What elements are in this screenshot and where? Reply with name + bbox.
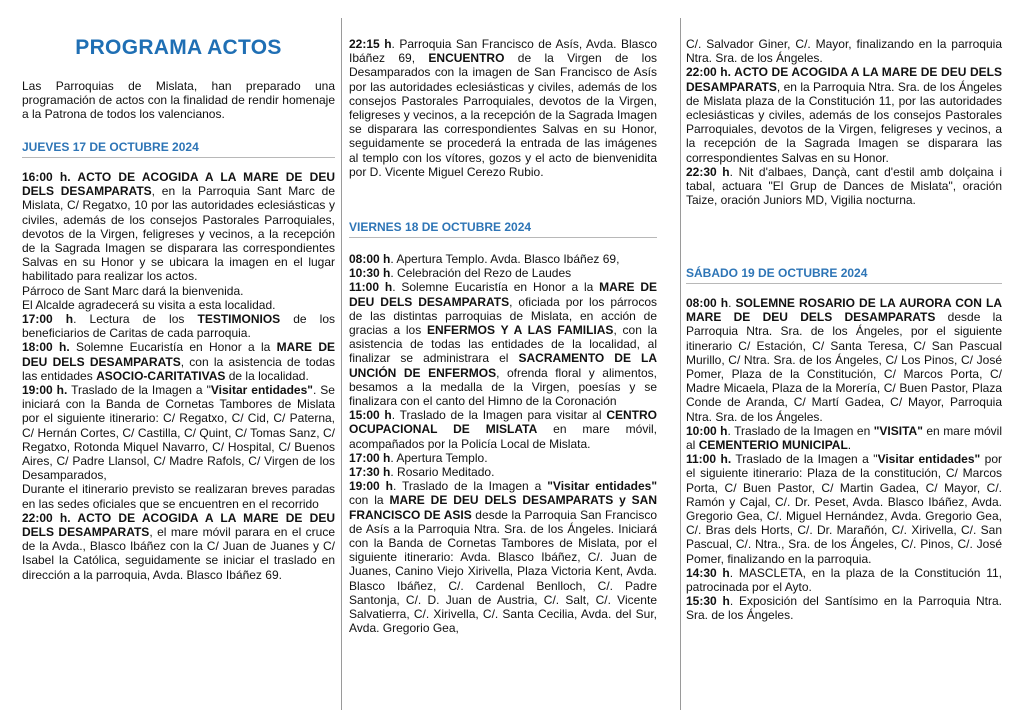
- text: , con la asistencia de todas las entidades: [22, 354, 335, 383]
- event-paragraph: [22, 284, 335, 298]
- event-paragraph: [22, 511, 335, 582]
- day-heading-jueves: JUEVES 17 DE OCTUBRE 2024: [22, 140, 335, 158]
- day-heading-sabado: SÁBADO 19 DE OCTUBRE 2024: [686, 266, 1002, 284]
- bold-text: ENCUENTRO: [428, 51, 505, 66]
- bold-text: ENFERMOS Y A LAS FAMILIAS: [427, 323, 614, 338]
- event-paragraph: [349, 266, 657, 280]
- bold-text: ASOCIO-CARITATIVAS: [96, 368, 226, 383]
- event-paragraph: [349, 408, 657, 451]
- bold-text: SOLEMNE ROSARIO DE LA AURORA CON LA MARE DE DEU DELS DESAMPARATS: [686, 296, 1002, 325]
- day-heading-viernes: VIERNES 18 DE OCTUBRE 2024: [349, 220, 657, 238]
- intro-text: Las Parroquias de Mislata, han preparado una programación de actos con la finalidad de rendir homenaje a la Patrona de todos los valencianos.: [22, 79, 335, 122]
- bold-text: 17:00 h: [349, 450, 391, 465]
- event-paragraph: [686, 65, 1002, 164]
- text: , oficiada por los párrocos de las distintas parroquias de Mislata, en acción de gracias a los: [349, 294, 658, 338]
- event-paragraph: [22, 312, 335, 340]
- text: , en la Parroquia Sant Marc de Mislata, C/ Regatxo, 10 por las autoridades eclesiásticas y civiles, además de los consejos Pastorales Parroquiales, devotos de la Virgen, feligreses y vecinos, a la recepción de la Sagrada Imagen se disparara las correspondientes Salvas en su Honor y se ubicara la imagen en el lugar habilitado para realizar los actos.: [22, 184, 335, 284]
- column-divider-right: [680, 18, 681, 710]
- events-sabado: [686, 296, 1002, 623]
- bold-text: 10:00 h: [686, 423, 728, 438]
- text: desde la Parroquia San Francisco de Asís a la Parroquia Ntra. Sra. de los Ángeles. Iniciará con la Banda de Cornetas Tambores de Mislata, por el siguiente itinerario: Avda. Blasco Ibáñez, C/. Juan de Juanes, Canino Viejo Xirivella, Plaza Victoria Kent, Avda. Blasco Ibáñez, C/. Cardenal Benlloch, C/. Padre Santonja, C/. D. Juan de Austria, C/. Salt, C/. Vicente Salvatierra, C/. Xirivella, C/. Santa Cecilia, Avda. del Sur, Avda. Gregorio Gea,: [349, 507, 658, 636]
- text: .: [728, 296, 736, 310]
- text: El Alcalde agradecerá su visita a esta localidad.: [22, 297, 276, 312]
- event-paragraph: [22, 298, 335, 312]
- bold-text: MARE DE DEU DELS DESAMPARATS: [22, 340, 335, 369]
- bold-text: SACRAMENTO DE LA UNCIÓN DE ENFERMOS: [349, 351, 657, 380]
- bold-text: 22:00 h. ACTO DE ACOGIDA A LA MARE DE DEU DELS DESAMPARATS: [686, 65, 1002, 94]
- event-paragraph: [349, 252, 657, 266]
- text: con la: [349, 493, 390, 508]
- bold-text: 14:30 h: [686, 565, 730, 580]
- text: . Nit d'albaes, Dançà, cant d'estil amb dolçaina i tabal, actuara "El Grup de Dances de Mislata", oración Taize, oración Juniors MD, Vigilia nocturna.: [686, 164, 1002, 208]
- text: Traslado de la Imagen a ": [67, 383, 211, 398]
- text: , el mare móvil parara en el cruce de la Avda., Blasco Ibáñez con la C/ Juan de Juanes y C/ Isabel la Católica, seguidamente se iniciar el traslado en dirección a la parroquia, Avda. Blasco Ibáñez 69.: [22, 525, 336, 582]
- text: Durante el itinerario previsto se realizaran breves paradas en las sedes oficiales que se encuentren en el recorrido: [22, 482, 335, 511]
- bold-text: 19:00 h.: [22, 383, 68, 398]
- event-paragraph: [686, 296, 1002, 424]
- bold-text: Visitar entidades": [210, 383, 313, 398]
- event-paragraph: [686, 424, 1002, 452]
- event-paragraph: [22, 383, 335, 482]
- bold-text: 19:00 h: [349, 479, 393, 494]
- text: . Apertura Templo.: [390, 450, 488, 465]
- bold-text: 08:00 h: [686, 296, 729, 310]
- bold-text: 18:00 h.: [22, 340, 70, 355]
- event-paragraph: [686, 566, 1002, 594]
- bold-text: 22:00 h. ACTO DE ACOGIDA A LA MARE DE DEU DELS DESAMPARATS: [22, 510, 335, 540]
- bold-text: 08:00 h: [349, 252, 391, 266]
- text: .: [847, 438, 852, 453]
- event-paragraph: [22, 482, 335, 510]
- text: C/. Salvador Giner, C/. Mayor, finalizando en la parroquia Ntra. Sra. de los Ángeles.: [686, 37, 1002, 66]
- bold-text: 16:00 h. ACTO DE ACOGIDA A LA MARE DE DEU DELS DESAMPARATS: [22, 170, 335, 199]
- event-paragraph: [686, 37, 1002, 65]
- text: . Apertura Templo. Avda. Blasco Ibáñez 69,: [390, 252, 620, 266]
- event-paragraph: [349, 479, 657, 635]
- column-3: [686, 0, 1002, 724]
- column-1: [22, 0, 335, 724]
- bold-text: MARE DE DEU DELS DESAMPARATS: [349, 280, 657, 309]
- event-paragraph: [22, 170, 335, 284]
- events-viernes-cont: [686, 37, 1002, 207]
- bold-text: 11:00 h.: [686, 452, 732, 467]
- column-2: [349, 0, 657, 724]
- event-paragraph: [686, 165, 1002, 208]
- bold-text: CEMENTERIO MUNICIPAL: [698, 438, 848, 453]
- text: . Traslado de la Imagen para visitar al: [391, 408, 607, 423]
- text: Párroco de Sant Marc dará la bienvenida.: [22, 283, 244, 298]
- event-paragraph: [22, 340, 335, 383]
- bold-text: 15:30 h: [686, 594, 730, 609]
- text: desde la Parroquia Ntra. Sra. de los Ángeles, por el siguiente itinerario C/ Estación, C/ Santa Teresa, C/ San Pascual Murillo, C/ Ntra. Sra. de los Ángeles, C/ Los Pinos, C/ José Pomer, Plaza de la Constitución, C/ Marcos Porta, C/ Madre Micaela, Plaza de la Morería, C/ Buen Pastor, Plaza Conde de Aranda, C/ Martí Gadea, C/ Mayor, Parroquia Ntra. Sra. de los Ángeles.: [686, 310, 1002, 424]
- text: Solemne Eucaristía en Honor a la: [69, 340, 277, 355]
- bold-text: "VISITA": [873, 423, 923, 438]
- event-paragraph: [686, 594, 1002, 622]
- text: . Traslado de la Imagen a: [392, 479, 548, 494]
- text: por el siguiente itinerario: Plaza de la constitución, C/ Marcos Porta, C/ Buen Pastor, C/ Martin Gadea, C/ Mayor, C/. Ramón y Cajal, C/. Dr. Peset, Avda. Blasco Ibáñez, Avda. Gregorio Gea, C/. Miguel Hernández, Avda. Gregorio Gea, C/. Bras dels Horts, C/. Dr. Marañón, C/. Xirivella, C/. San Pascual, C/. Ntra., Sra. de los Ángeles, C/. Pinos, C/. José Pomer, finalizando en la parroquia.: [686, 452, 1003, 566]
- text: . Traslado de la Imagen en: [727, 423, 874, 438]
- text: . Celebración del Rezo de Laudes: [390, 266, 572, 281]
- text: de los beneficiarios de Caritas de cada parroquia.: [22, 312, 336, 341]
- events-jueves: [22, 170, 335, 582]
- text: de la localidad.: [225, 368, 309, 383]
- text: de la Virgen de los Desamparados con la imagen de San Francisco de Asís por las autoridades eclesiásticas y civiles, además de los consejos Pastorales Parroquiales, devotos de la Virgen, feligreses y vecinos, a la recepción de la Sagrada Imagen se disparara las correspondientes Salvas en su Honor, seguidamente se procederá la entrada de las imágenes al templo con los vítores, gozos y el acto de bienvenidita por D. Vicente Miguel Cerezo Rubio.: [349, 51, 657, 179]
- text: . Exposición del Santísimo en la Parroquia Ntra. Sra. de los Ángeles.: [686, 594, 1003, 623]
- bold-text: 17:30 h: [349, 465, 391, 480]
- bold-text: Visitar entidades": [877, 452, 981, 467]
- bold-text: 15:00 h: [349, 408, 392, 423]
- bold-text: 17:00 h: [22, 312, 74, 327]
- column-divider-left: [341, 18, 342, 710]
- bold-text: MARE DE DEU DELS DESAMPARATS y SAN FRANCISCO DE ASIS: [349, 493, 657, 522]
- bold-text: 10:30 h: [349, 266, 391, 281]
- event-paragraph: [349, 280, 657, 408]
- text: . Solemne Eucaristía en Honor a la: [392, 280, 600, 295]
- text: , con la asistencia de todas las entidades de la localidad, al finalizar se administrara el: [349, 323, 657, 366]
- event-paragraph: [349, 451, 657, 465]
- events-jueves-cont: [349, 37, 657, 179]
- event-paragraph: [349, 465, 657, 479]
- bold-text: TESTIMONIOS: [197, 312, 281, 327]
- page-title: PROGRAMA ACTOS: [75, 36, 282, 59]
- text: . Se iniciará con la Banda de Cornetas Tambores de Mislata por el siguiente itinerario: C/ Regatxo, C/ Cid, C/ Paterna, C/ Hernán Cortes, C/ Castilla, C/ Quint, C/ Tomas Sanz, C/ Regatxo, Rotonda Miquel Navarro, C/ Hospital, C/ Buenos Aires, C/ Padre Llansol, C/ Madre Rafols, C/ Virgen de los Desamparados,: [22, 383, 335, 483]
- text: Traslado de la Imagen a ": [731, 452, 878, 467]
- text: , en la Parroquia Ntra. Sra. de los Ángeles de Mislata plaza de la Constitución 11, por las autoridades eclesiásticas y civiles, además de los consejos Pastorales Parroquiales, devotos de la Virgen, feligreses y vecinos, a la recepción de la Sagrada Imagen se disparara las correspondientes Salvas en su Honor.: [686, 79, 1002, 165]
- text: . Lectura de los: [73, 312, 198, 327]
- text: . MASCLETA, en la plaza de la Constitución 11, patrocinada por el Ayto.: [686, 565, 1002, 595]
- text: , ofrenda floral y alimentos, besamos a la medalla de la Virgen, poesías y se finalizara con el canto del Himno de la Coronación: [349, 365, 657, 409]
- event-paragraph: [349, 37, 657, 179]
- event-paragraph: [686, 452, 1002, 566]
- text: en mare móvil al: [686, 423, 1002, 453]
- events-viernes: [349, 252, 657, 635]
- text: en mare móvil, acompañados por la Policía Local de Mislata.: [349, 422, 658, 451]
- bold-text: "Visitar entidades": [547, 479, 658, 494]
- text: . Parroquia San Francisco de Asís, Avda. Blasco Ibáñez 69,: [349, 37, 657, 66]
- bold-text: 22:15 h: [349, 37, 392, 51]
- bold-text: 11:00 h: [349, 280, 393, 295]
- text: . Rosario Meditado.: [390, 465, 495, 480]
- bold-text: CENTRO OCUPACIONAL DE MISLATA: [349, 408, 657, 437]
- bold-text: 22:30 h: [686, 164, 730, 179]
